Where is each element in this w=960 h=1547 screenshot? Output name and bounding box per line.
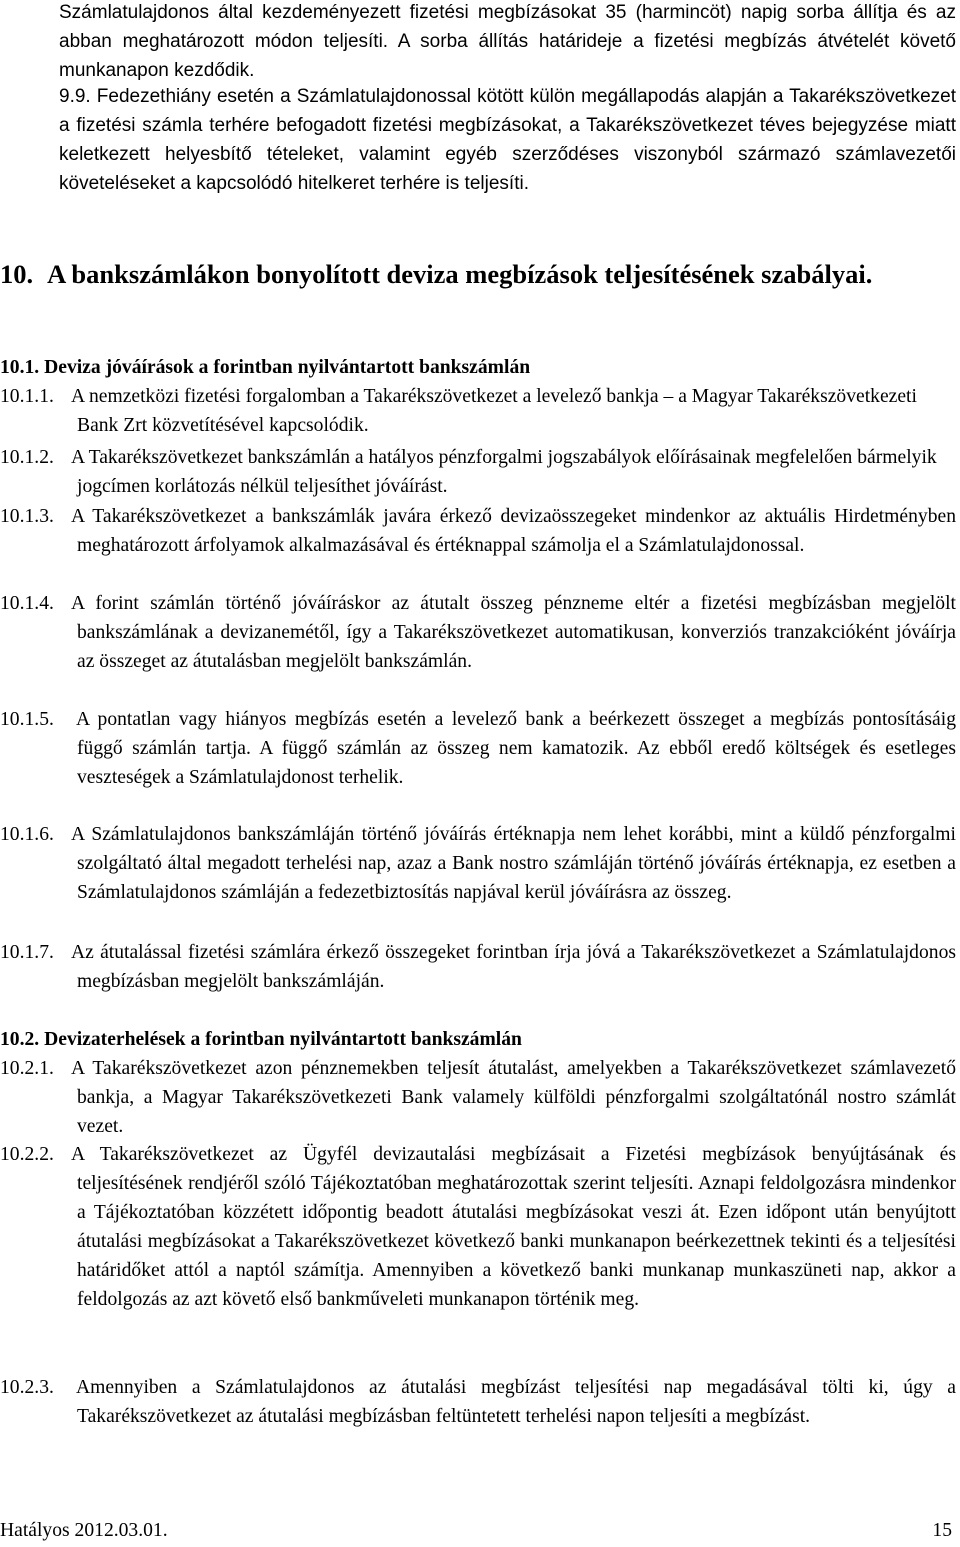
item-number: 10.1.7. xyxy=(0,942,54,963)
subsection-10-2-heading xyxy=(0,1025,897,1054)
page-number: 15 xyxy=(932,1520,952,1541)
intro-paragraph: Számlatulajdonos által kezdeményezett fizetési megbízásokat 35 (harmincöt) napig sorba állítja és az abban meghatározott módon teljesíti. A sorba állítás határideje a fizetési megbízás átvételét követő munkanapon kezdődik. xyxy=(59,2,956,81)
list-item xyxy=(0,1140,956,1314)
list-item xyxy=(0,589,956,676)
item-number: 10.1.3. xyxy=(0,506,54,527)
clause-9-9-text: Fedezethiány esetén a Számlatulajdonossal kötött külön megállapodás alapján a Takarékszövetkezet a fizetési számla terhére befogadott fizetési megbízásokat, a Takarékszövetkezet téves bejegyzése miatt keletkezett helyesbítő tételeket, valamint egyéb szerződéses viszonyból származó számlavezetői követeléseket a kapcsolódó hitelkeret terhére is teljesíti. xyxy=(59,86,957,194)
list-item xyxy=(0,820,956,907)
subsection-10-1-heading xyxy=(0,353,897,382)
item-number: 10.2.2. xyxy=(0,1144,54,1165)
item-text: A Takarékszövetkezet a bankszámlák javára érkező devizaösszegeket mindenkor az aktuális Hirdetményben meghatározott árfolyamok alkalmazásával és értéknappal számolja el a Számlatulajdonossal. xyxy=(71,506,956,556)
item-number: 10.1.4. xyxy=(0,593,54,614)
item-text: A nemzetközi fizetési forgalomban a Takarékszövetkezet a levelező bankja – a Magyar Takarékszövetkezeti Bank Zrt közvetítésével kapcsolódik. xyxy=(71,386,917,436)
list-item xyxy=(0,443,956,501)
clause-9-9 xyxy=(0,82,956,198)
list-item xyxy=(0,1373,956,1431)
list-item xyxy=(0,502,956,560)
list-item xyxy=(0,938,956,996)
item-number: 10.2.3. xyxy=(0,1377,54,1398)
item-text: A Takarékszövetkezet azon pénznemekben teljesít átutalást, amelyekben a Takarékszövetkezet számlavezető bankja, a Magyar Takarékszövetkezeti Bank valamely külföldi pénzforgalmi szolgáltatónál nostro számlát vezet. xyxy=(71,1058,956,1137)
section-10-title: A bankszámlákon bonyolított deviza megbízások teljesítésének szabályai. xyxy=(47,259,873,289)
section-10-heading xyxy=(0,259,956,290)
item-text: A Számlatulajdonos bankszámláján történő jóváírás értéknapja nem lehet korábbi, mint a küldő pénzforgalmi szolgáltató által megadott terhelési nap, azaz a Bank nostro számláján történő jóváírás értéknapja, ez esetben a Számlatulajdonos számláján a fedezetbiztosítás napjával kerül jóváírásra az összeg. xyxy=(71,824,956,903)
item-number: 10.1.5. xyxy=(0,709,54,730)
item-text: A Takarékszövetkezet bankszámlán a hatályos pénzforgalmi jogszabályok előírásainak megfelelően bármelyik jogcímen korlátozás nélkül teljesíthet jóváírást. xyxy=(71,447,937,497)
item-number: 10.1.6. xyxy=(0,824,54,845)
item-number: 10.2.1. xyxy=(0,1058,54,1079)
list-item xyxy=(0,382,956,440)
item-text: Az átutalással fizetési számlára érkező összegeket forintban írja jóvá a Takarékszövetkezet a Számlatulajdonos megbízásban megjelölt bankszámláján. xyxy=(71,942,956,992)
item-text: A forint számlán történő jóváíráskor az átutalt összeg pénzneme eltér a fizetési megbízásban megjelölt bankszámlának a devizanemétől, így a Takarékszövetkezet automatikusan, konverziós tranzakcióként jóváírja az összeget az átutalásban megjelölt bankszámlán. xyxy=(71,593,956,672)
item-number: 10.1.2. xyxy=(0,447,54,468)
effective-date: Hatályos 2012.03.01. xyxy=(0,1520,168,1541)
subsection-10-1-title: Deviza jóváírások a forintban nyilvántartott bankszámlán xyxy=(44,357,531,378)
item-number: 10.1.1. xyxy=(0,386,54,407)
subsection-10-1-number: 10.1. xyxy=(0,357,40,378)
clause-9-9-number: 9.9. xyxy=(59,86,91,107)
subsection-10-2-title: Devizaterhelések a forintban nyilvántartott bankszámlán xyxy=(44,1029,522,1050)
item-text: A Takarékszövetkezet az Ügyfél devizautalási megbízásait a Fizetési megbízások benyújtásának és teljesítésének rendjéről szóló Tájékoztatóban meghatározottak szerint teljesíti. Aznapi feldolgozásra mindenkor a Tájékoztatóban közzétett időpontig beadott átutalási megbízásokat veszi át. Ezen időpont után benyújtott átutalási megbízásokat a Takarékszövetkezet következő banki munkanapon beérkezettnek tekinti és a teljesítési határidőket attól a naptól számítja. Amennyiben a következő banki munkanap munkaszüneti nap, akkor a feldolgozás az azt követő első bankműveleti munkanapon történik meg. xyxy=(71,1144,956,1310)
list-item xyxy=(0,1054,956,1141)
section-10-number: 10. xyxy=(0,259,34,289)
subsection-10-2-number: 10.2. xyxy=(0,1029,40,1050)
item-text: A pontatlan vagy hiányos megbízás esetén a levelező bank a beérkezett összeget a megbízás pontosításáig függő számlán tartja. A függő számlán az összeg nem kamatozik. Az ebből eredő költségek és esetleges veszteségek a Számlatulajdonost terhelik. xyxy=(76,709,956,788)
list-item xyxy=(0,705,956,792)
item-text: Amennyiben a Számlatulajdonos az átutalási megbízást teljesítési nap megadásával tölti ki, úgy a Takarékszövetkezet az átutalási megbízásban feltüntetett terhelési napon teljesíti a megbízást. xyxy=(76,1377,956,1427)
